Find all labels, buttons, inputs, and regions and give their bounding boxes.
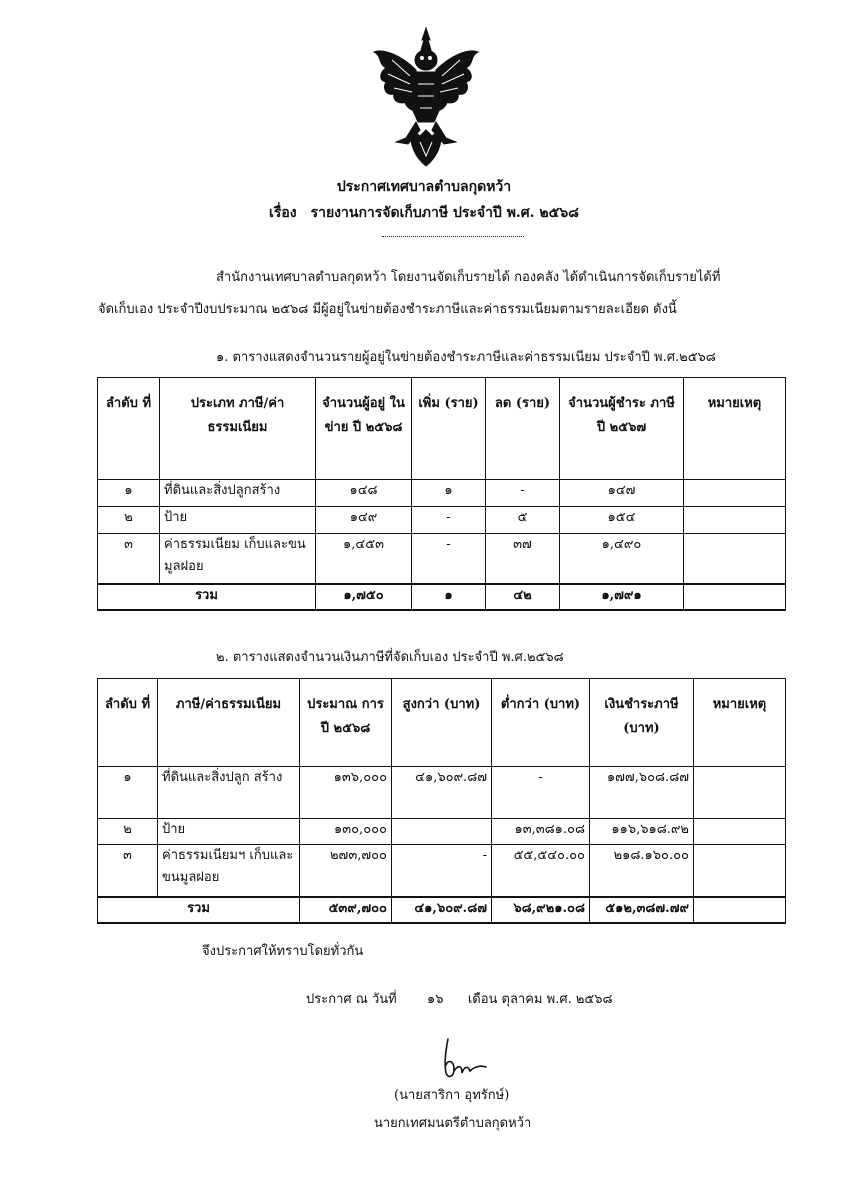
total-paid: ๕๑๒,๓๘๗.๗๙	[590, 897, 694, 923]
total-estimate: ๕๓๙,๗๐๐	[300, 897, 392, 923]
taxpayers-table	[97, 377, 786, 611]
table-row	[98, 507, 786, 534]
table-row	[98, 534, 786, 584]
cell-estimate: ๑๓๐,๐๐๐	[300, 819, 392, 845]
total-lower: ๖๘,๙๒๑.๐๘	[492, 897, 590, 923]
col-header-no: ลำดับ ที่	[98, 679, 158, 767]
cell-decrease: ๓๗	[486, 534, 560, 584]
cell-decrease: -	[486, 480, 560, 507]
col-header-decrease: ลด (ราย)	[486, 378, 560, 480]
cell-count: ๑๔๘	[316, 480, 412, 507]
table-row	[98, 819, 786, 845]
cell-paid: ๑๗๗,๖๐๘.๘๗	[590, 767, 694, 819]
cell-increase: -	[412, 507, 486, 534]
table2-caption: ๒. ตารางแสดงจำนวนเงินภาษีที่จัดเก็บเอง ประจำปี พ.ศ.๒๕๖๘	[216, 650, 564, 665]
total-row	[98, 584, 786, 610]
cell-payers: ๑๔๗	[560, 480, 684, 507]
col-header-estimate: ประมาณ การ ปี ๒๕๖๘	[300, 679, 392, 767]
cell-count: ๑๔๙	[316, 507, 412, 534]
subject-label: เรื่อง	[269, 205, 297, 221]
col-header-paid: เงินชำระภาษี (บาท)	[590, 679, 694, 767]
cell-no: ๓	[98, 845, 158, 897]
cell-lower: ๕๕,๕๔๐.๐๐	[492, 845, 590, 897]
cell-higher: -	[392, 845, 492, 897]
cell-type: ค่าธรรมเนียมฯ เก็บและขนมูลฝอย	[158, 845, 300, 897]
subject-text: รายงานการจัดเก็บภาษี ประจำปี พ.ศ. ๒๕๖๘	[310, 205, 579, 221]
cell-type: ป้าย	[158, 819, 300, 845]
total-payers: ๑,๗๙๑	[560, 584, 684, 610]
col-header-note: หมายเหตุ	[694, 679, 786, 767]
cell-decrease: ๕	[486, 507, 560, 534]
col-header-payers: จำนวนผู้ชำระ ภาษี ปี ๒๕๖๗	[560, 378, 684, 480]
cell-lower: -	[492, 767, 590, 819]
cell-type: ค่าธรรมเนียม เก็บและขนมูลฝอย	[160, 534, 316, 584]
total-higher: ๔๑,๖๐๙.๘๗	[392, 897, 492, 923]
cell-count: ๑,๔๕๓	[316, 534, 412, 584]
total-note	[684, 584, 786, 610]
cell-no: ๑	[98, 480, 160, 507]
cell-note	[684, 507, 786, 534]
cell-increase: ๑	[412, 480, 486, 507]
announcement-date	[306, 988, 613, 1009]
col-header-type: ประเภท ภาษี/ค่าธรรมเนียม	[160, 378, 316, 480]
intro-line-1: สำนักงานเทศบาลตำบลกุดหว้า โดยงานจัดเก็บรายได้ กองคลัง ได้ดำเนินการจัดเก็บรายได้ที่	[216, 270, 721, 285]
closing-statement: จึงประกาศให้ทราบโดยทั่วกัน	[202, 944, 364, 959]
dotted-separator	[382, 236, 524, 237]
table-row	[98, 767, 786, 819]
total-increase: ๑	[412, 584, 486, 610]
garuda-emblem	[372, 26, 480, 168]
cell-paid: ๑๑๖,๖๑๘.๙๒	[590, 819, 694, 845]
cell-no: ๓	[98, 534, 160, 584]
total-label: รวม	[98, 897, 300, 923]
handwritten-signature	[440, 1035, 520, 1085]
cell-payers: ๑,๔๙๐	[560, 534, 684, 584]
cell-note	[684, 480, 786, 507]
col-header-count: จำนวนผู้อยู่ ในข่าย ปี ๒๕๖๘	[316, 378, 412, 480]
col-header-increase: เพิ่ม (ราย)	[412, 378, 486, 480]
intro-line-2: จัดเก็บเอง ประจำปีงบประมาณ ๒๕๖๘ มีผู้อยู่ในข่ายต้องชำระภาษีและค่าธรรมเนียมตามรายละเอียด ดังนี้	[98, 302, 677, 317]
date-prefix: ประกาศ ณ วันที่	[306, 992, 397, 1007]
revenue-table	[97, 678, 786, 924]
cell-note	[684, 534, 786, 584]
cell-type: ที่ดินและสิ่งปลูกสร้าง	[160, 480, 316, 507]
col-header-lower: ต่ำกว่า (บาท)	[492, 679, 590, 767]
cell-note	[694, 819, 786, 845]
cell-no: ๒	[98, 819, 158, 845]
col-header-note: หมายเหตุ	[684, 378, 786, 480]
cell-note	[694, 767, 786, 819]
signatory-name: (นายสาริกา อุทรักษ์)	[394, 1088, 510, 1103]
cell-estimate: ๑๓๖,๐๐๐	[300, 767, 392, 819]
cell-paid: ๒๑๘.๑๖๐.๐๐	[590, 845, 694, 897]
cell-higher	[392, 819, 492, 845]
total-note	[694, 897, 786, 923]
total-label: รวม	[98, 584, 316, 610]
col-header-type: ภาษี/ค่าธรรมเนียม	[158, 679, 300, 767]
table1-caption: ๑. ตารางแสดงจำนวนรายผู้อยู่ในข่ายต้องชำระภาษีและค่าธรรมเนียม ประจำปี พ.ศ.๒๕๖๘	[216, 350, 716, 365]
table-header-row	[98, 378, 786, 480]
cell-type: ป้าย	[160, 507, 316, 534]
cell-higher: ๔๑,๖๐๙.๘๗	[392, 767, 492, 819]
cell-note	[694, 845, 786, 897]
table-header-row	[98, 679, 786, 767]
total-count: ๑,๗๕๐	[316, 584, 412, 610]
signatory-position: นายกเทศมนตรีตำบลกุดหว้า	[374, 1116, 532, 1131]
cell-increase: -	[412, 534, 486, 584]
date-suffix: เดือน ตุลาคม พ.ศ. ๒๕๖๘	[467, 992, 613, 1007]
cell-type: ที่ดินและสิ่งปลูก สร้าง	[158, 767, 300, 819]
table-row	[98, 480, 786, 507]
col-header-higher: สูงกว่า (บาท)	[392, 679, 492, 767]
cell-lower: ๑๓,๓๘๑.๐๘	[492, 819, 590, 845]
announcement-title: ประกาศเทศบาลตำบลกุดหว้า	[336, 179, 512, 195]
total-row	[98, 897, 786, 923]
cell-estimate: ๒๗๓,๗๐๐	[300, 845, 392, 897]
date-day: ๑๖	[427, 992, 444, 1007]
col-header-no: ลำดับ ที่	[98, 378, 160, 480]
cell-payers: ๑๕๔	[560, 507, 684, 534]
announcement-subject	[0, 202, 848, 224]
cell-no: ๒	[98, 507, 160, 534]
table-row	[98, 845, 786, 897]
total-decrease: ๔๒	[486, 584, 560, 610]
cell-no: ๑	[98, 767, 158, 819]
